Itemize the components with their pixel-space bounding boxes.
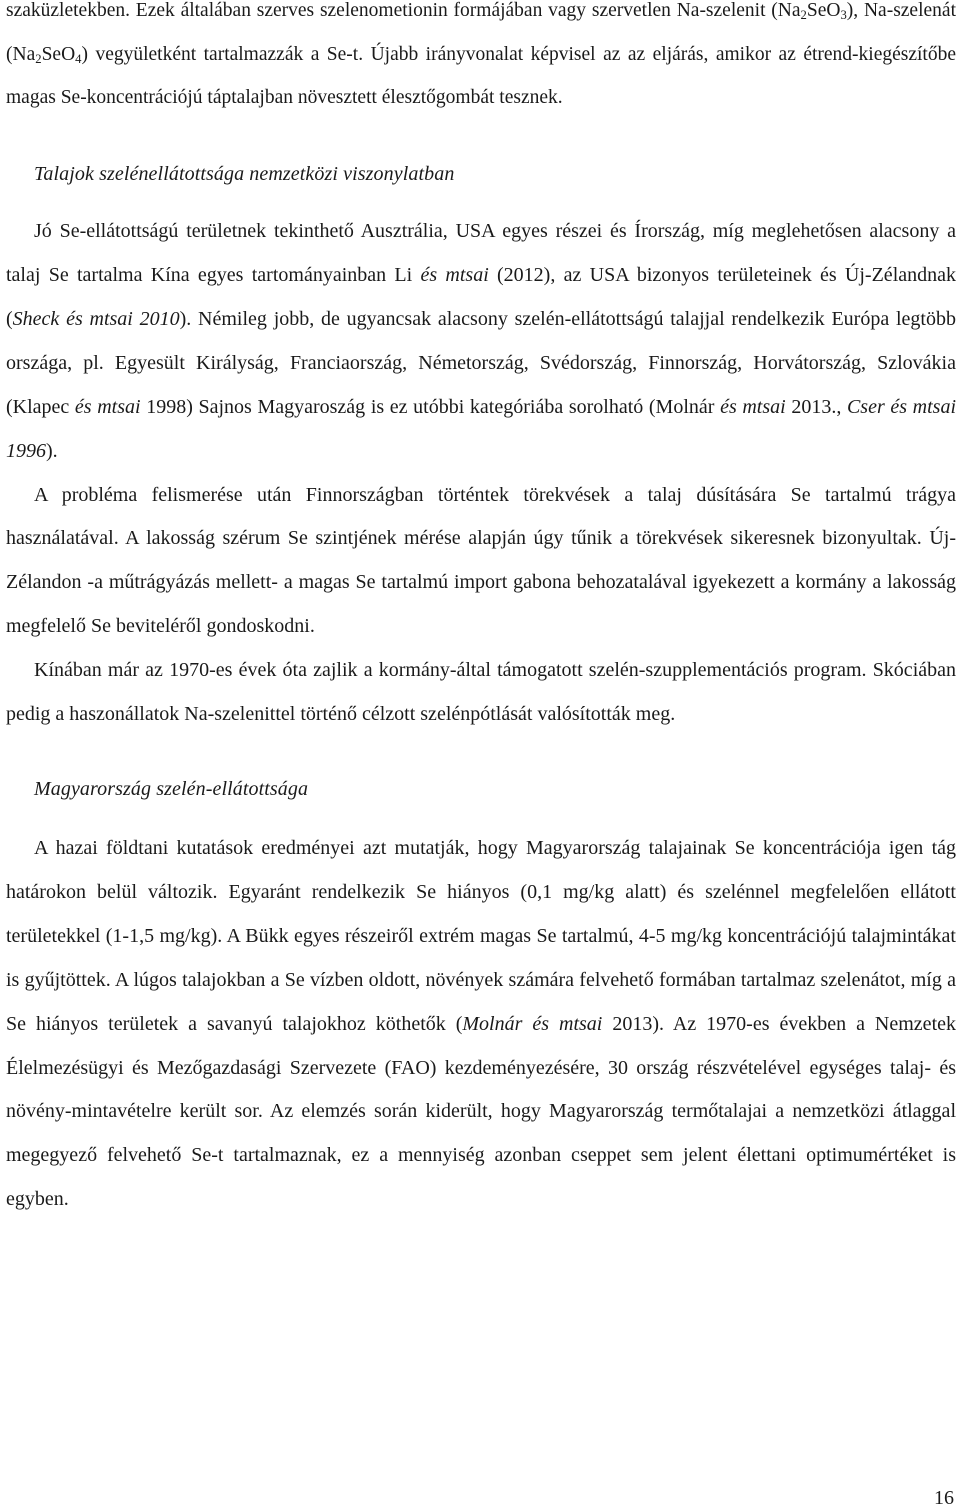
page-number: 16 <box>934 1487 954 1509</box>
section1-paragraph-2: A probléma felismerése után Finnországban történtek törekvések a talaj dúsítására Se tartalmú trágya használatával. A lakosság szérum Se szintjének mérése alapján úgy tűnik a törekvések sikeresnek bizonyultak. Új-Zélandon -a műtrágyázás mellett- a magas Se tartalmú import gabona behozatalával igyekezett a kormány a lakosság megfelelő Se beviteléről gondoskodni. <box>6 483 956 638</box>
section-heading-hungary: Magyarország szelén-ellátottsága <box>34 777 309 800</box>
section-heading-international: Talajok szelénellátottsága nemzetközi viszonylatban <box>34 163 455 186</box>
section1-paragraph-3: Kínában már az 1970-es évek óta zajlik a kormány-által támogatott szelén-szupplementációs program. Skóciában pedig a haszonállatok Na-szelenittel történő célzott szelénpótlását valósították meg. <box>6 659 956 726</box>
section2-paragraph-1: A hazai földtani kutatások eredményei azt mutatják, hogy Magyarország talajainak Se koncentrációja igen tág határokon belül változik. Egyaránt rendelkezik Se hiányos (0,1 mg/kg alatt) és szelénnel megfelelően ellátott területekkel (1-1,5 mg/kg). A Bükk egyes részeiről extrém magas Se tartalmú, 4-5 mg/kg koncentrációjú talajmintákat is gyűjtöttek. A lúgos talajokban a Se vízben oldott, növények számára felvehető formában tartalmaz szelenátot, míg a Se hiányos területek a savanyú talajokhoz köthetők (Molnár és mtsai 2013). Az 1970-es években a Nemzetek Élelmezésügyi és Mezőgazdasági Szervezete (FAO) kezdeményezésére, 30 ország részvételével egységes talaj- és növény-mintavételre került sor. Az elemzés során kiderült, hogy Magyarország termőtalajai a nemzetközi átlaggal megegyező felvehető Se-t tartalmaznak, ez a mennyiség azonban cseppet sem jelent élettani optimumértéket is egyben. <box>6 836 956 1211</box>
section1-paragraph-1: Jó Se-ellátottságú területnek tekinthető Ausztrália, USA egyes részei és Írország, míg meglehetősen alacsony a talaj Se tartalma Kína egyes tartományainban Li és mtsai (2012), az USA bizonyos területeinek és Új-Zélandnak (Sheck és mtsai 2010). Némileg jobb, de ugyancsak alacsony szelén-ellátottságú talajjal rendelkezik Európa legtöbb országa, pl. Egyesült Királyság, Franciaország, Németország, Svédország, Finnország, Horvátország, Szlovákia (Klapec és mtsai 1998) Sajnos Magyaroszág is ez utóbbi kategóriába sorolható (Molnár és mtsai 2013., Cser és mtsai 1996). <box>6 220 957 462</box>
intro-paragraph: szaküzletekben. Ezek általában szerves szelenometionin formájában vagy szervetlen Na-szelenit $(Na_2SeO_3)$, Na-szelenát $(Na_2SeO_4)$ vegyületként tartalmazzák a Se-t. Újabb irányvonalat képvisel az az eljárás, amikor az étrend-kiegészítőbe magas Se-koncentrációjú táptalajban növesztett élesztőgombát tesznek. <box>6 0 956 109</box>
document-page <box>6 0 956 1222</box>
